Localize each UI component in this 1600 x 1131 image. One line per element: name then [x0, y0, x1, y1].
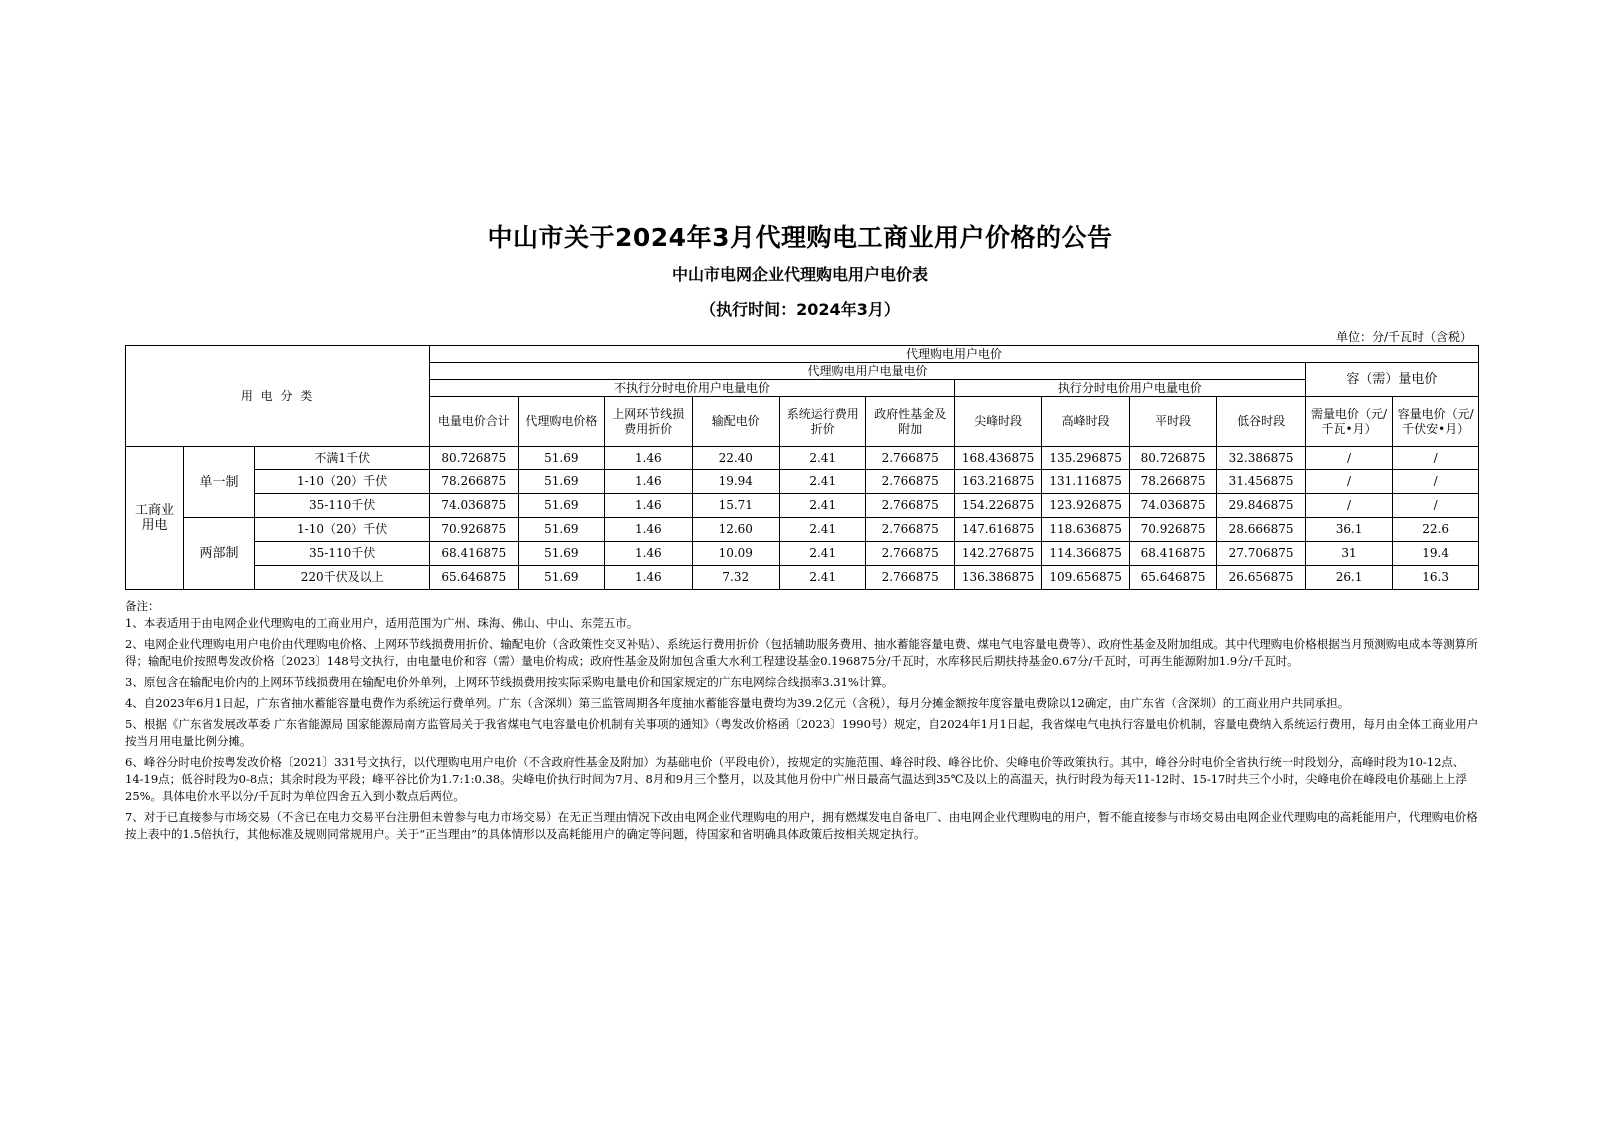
table-cell: / [1393, 470, 1479, 494]
col-demand-price: 需量电价（元/千瓦•月） [1305, 397, 1392, 447]
agent-price-header: 代理购电用户电价 [430, 346, 1479, 363]
table-row [126, 447, 1479, 470]
table-cell: 51.69 [518, 566, 604, 590]
group-label-single: 单一制 [183, 447, 254, 518]
table-cell: 80.726875 [430, 447, 518, 470]
table-cell: 1.46 [605, 542, 692, 566]
voltage-level: 1-10（20）千伏 [255, 518, 430, 542]
table-row [126, 566, 1479, 590]
col-system-fee: 系统运行费用折价 [780, 397, 866, 447]
col-sharp-peak: 尖峰时段 [954, 397, 1041, 447]
table-cell: 2.41 [780, 566, 866, 590]
table-cell: 2.766875 [866, 494, 954, 518]
execution-time: （执行时间：2024年3月） [700, 300, 900, 319]
note-item: 2、电网企业代理购电用户电价由代理购电价格、上网环节线损费用折价、输配电价（含政策性交叉补贴）、系统运行费用折价（包括辅助服务费用、抽水蓄能容量电费、煤电气电容量电费等）、政府性基金及附加组成。其中代理购电价格根据当月预测购电成本等测算所得；输配电价按照粤发改价格〔2023〕148号文执行，由电量电价和容（需）量电价构成；政府性基金及附加包含重大水利工程建设基金0.196875分/千瓦时，水库移民后期扶持基金0.67分/千瓦时，可再生能源附加1.9分/千瓦时。 [125, 637, 1478, 668]
table-cell: 31.456875 [1217, 470, 1305, 494]
table-cell: 80.726875 [1129, 447, 1216, 470]
table-cell: 70.926875 [1129, 518, 1216, 542]
col-valley: 低谷时段 [1217, 397, 1305, 447]
table-cell: 2.766875 [866, 447, 954, 470]
table-cell: 26.656875 [1217, 566, 1305, 590]
table-cell: 142.276875 [954, 542, 1041, 566]
col-flat: 平时段 [1129, 397, 1216, 447]
non-tou-header: 不执行分时电价用户电量电价 [430, 380, 955, 397]
table-cell: 74.036875 [430, 494, 518, 518]
col-capacity-price: 容量电价（元/千伏安•月） [1393, 397, 1479, 447]
table-cell: 12.60 [692, 518, 779, 542]
table-cell: 1.46 [605, 494, 692, 518]
table-cell: 1.46 [605, 470, 692, 494]
category-label: 工商业用电 [126, 447, 184, 590]
table-cell: 2.41 [780, 447, 866, 470]
group-label-two-part: 两部制 [183, 518, 254, 590]
note-item: 4、自2023年6月1日起，广东省抽水蓄能容量电费作为系统运行费单列。广东（含深圳）第三监管周期各年度抽水蓄能容量电费均为39.2亿元（含税），每月分摊金额按年度容量电费除以12确定，由广东省（含深圳）的工商业用户共同承担。 [125, 696, 1350, 710]
table-cell: 32.386875 [1217, 447, 1305, 470]
table-cell: 26.1 [1305, 566, 1392, 590]
col-peak: 高峰时段 [1042, 397, 1129, 447]
table-cell: 168.436875 [954, 447, 1041, 470]
table-cell: 29.846875 [1217, 494, 1305, 518]
table-cell: 51.69 [518, 447, 604, 470]
table-cell: 74.036875 [1129, 494, 1216, 518]
table-cell: 10.09 [692, 542, 779, 566]
table-cell: 65.646875 [430, 566, 518, 590]
capacity-price-header: 容（需）量电价 [1305, 363, 1478, 397]
table-cell: 2.41 [780, 470, 866, 494]
table-cell: 19.94 [692, 470, 779, 494]
voltage-level: 35-110千伏 [255, 494, 430, 518]
table-cell: 135.296875 [1042, 447, 1129, 470]
col-transmission-price: 输配电价 [692, 397, 779, 447]
table-cell: 15.71 [692, 494, 779, 518]
table-cell: 147.616875 [954, 518, 1041, 542]
table-cell: / [1305, 447, 1392, 470]
notes-section [125, 598, 1481, 847]
table-cell: 51.69 [518, 518, 604, 542]
table-cell: 28.666875 [1217, 518, 1305, 542]
table-cell: 51.69 [518, 494, 604, 518]
table-cell: 65.646875 [1129, 566, 1216, 590]
table-cell: 2.766875 [866, 518, 954, 542]
col-line-loss-price: 上网环节线损费用折价 [605, 397, 692, 447]
table-cell: 51.69 [518, 542, 604, 566]
table-cell: 7.32 [692, 566, 779, 590]
table-cell: 31 [1305, 542, 1392, 566]
table-cell: 22.6 [1393, 518, 1479, 542]
table-cell: 70.926875 [430, 518, 518, 542]
table-cell: 163.216875 [954, 470, 1041, 494]
table-cell: 27.706875 [1217, 542, 1305, 566]
table-cell: / [1393, 494, 1479, 518]
table-cell: 114.366875 [1042, 542, 1129, 566]
table-cell: 118.636875 [1042, 518, 1129, 542]
tou-header: 执行分时电价用户电量电价 [954, 380, 1305, 397]
table-row [126, 470, 1479, 494]
table-cell: 78.266875 [430, 470, 518, 494]
unit-label: 单位：分/千瓦时（含税） [1335, 330, 1472, 344]
table-cell: 136.386875 [954, 566, 1041, 590]
table-cell: 131.116875 [1042, 470, 1129, 494]
table-cell: 51.69 [518, 470, 604, 494]
note-item: 1、本表适用于由电网企业代理购电的工商业用户，适用范围为广州、珠海、佛山、中山、东莞五市。 [125, 616, 639, 630]
voltage-level: 不满1千伏 [255, 447, 430, 470]
table-cell: 2.41 [780, 518, 866, 542]
table-cell: 68.416875 [430, 542, 518, 566]
voltage-level: 1-10（20）千伏 [255, 470, 430, 494]
table-cell: 1.46 [605, 566, 692, 590]
table-cell: 1.46 [605, 447, 692, 470]
table-cell: 16.3 [1393, 566, 1479, 590]
table-row [126, 518, 1479, 542]
table-cell: 2.766875 [866, 566, 954, 590]
table-cell: 36.1 [1305, 518, 1392, 542]
category-header: 用 电 分 类 [126, 346, 430, 447]
table-cell: 123.926875 [1042, 494, 1129, 518]
col-agent-purchase-price: 代理购电价格 [518, 397, 604, 447]
table-cell: 78.266875 [1129, 470, 1216, 494]
table-cell: 68.416875 [1129, 542, 1216, 566]
table-cell: 19.4 [1393, 542, 1479, 566]
col-total-energy-price: 电量电价合计 [430, 397, 518, 447]
energy-price-header: 代理购电用户电量电价 [430, 363, 1306, 380]
table-cell: 2.41 [780, 542, 866, 566]
page-title: 中山市关于2024年3月代理购电工商业用户价格的公告 [487, 223, 1113, 252]
table-cell: 22.40 [692, 447, 779, 470]
note-item: 6、峰谷分时电价按粤发改价格〔2021〕331号文执行，以代理购电用户电价（不含政府性基金及附加）为基础电价（平段电价），按规定的实施范围、峰谷时段、峰谷比价、尖峰电价等政策执行。其中，峰谷分时电价全省执行统一时段划分，高峰时段为10-12点、14-19点；低谷时段为0-8点；其余时段为平段；峰平谷比价为1.7:1:0.38。尖峰电价执行时间为7月、8月和9月三个整月，以及其他月份中广州日最高气温达到35℃及以上的高温天，执行时段为每天11-12时、15-17时共三个小时，尖峰电价在峰段电价基础上上浮25%。具体电价水平以分/千瓦时为单位四舍五入到小数点后两位。 [125, 755, 1467, 803]
table-cell: 109.656875 [1042, 566, 1129, 590]
table-cell: / [1305, 494, 1392, 518]
table-cell: / [1393, 447, 1479, 470]
notes-header: 备注： [125, 599, 160, 613]
note-item: 7、对于已直接参与市场交易（不含已在电力交易平台注册但未曾参与电力市场交易）在无正当理由情况下改由电网企业代理购电的用户，拥有燃煤发电自备电厂、由电网企业代理购电的用户，暂不能直接参与市场交易由电网企业代理购电的高耗能用户，代理购电价格按上表中的1.5倍执行，其他标准及规则同常规用户。关于“正当理由”的具体情形以及高耗能用户的确定等问题，待国家和省明确具体政策后按相关规定执行。 [125, 810, 1478, 841]
table-cell: 154.226875 [954, 494, 1041, 518]
table-cell: 2.41 [780, 494, 866, 518]
table-row [126, 542, 1479, 566]
col-gov-fund: 政府性基金及附加 [866, 397, 954, 447]
table-cell: 1.46 [605, 518, 692, 542]
price-table [125, 345, 1479, 590]
table-cell: / [1305, 470, 1392, 494]
note-item: 3、原包含在输配电价内的上网环节线损费用在输配电价外单列，上网环节线损费用按实际采购电量电价和国家规定的广东电网综合线损率3.31%计算。 [125, 675, 894, 689]
table-row [126, 494, 1479, 518]
voltage-level: 35-110千伏 [255, 542, 430, 566]
voltage-level: 220千伏及以上 [255, 566, 430, 590]
table-subtitle: 中山市电网企业代理购电用户电价表 [671, 265, 928, 284]
note-item: 5、根据《广东省发展改革委 广东省能源局 国家能源局南方监管局关于我省煤电气电容量电价机制有关事项的通知》（粤发改价格函〔2023〕1990号）规定，自2024年1月1日起，我省煤电气电执行容量电价机制，容量电费纳入系统运行费用，每月由全体工商业用户按当月用电量比例分摊。 [125, 717, 1479, 748]
table-cell: 2.766875 [866, 542, 954, 566]
table-cell: 2.766875 [866, 470, 954, 494]
